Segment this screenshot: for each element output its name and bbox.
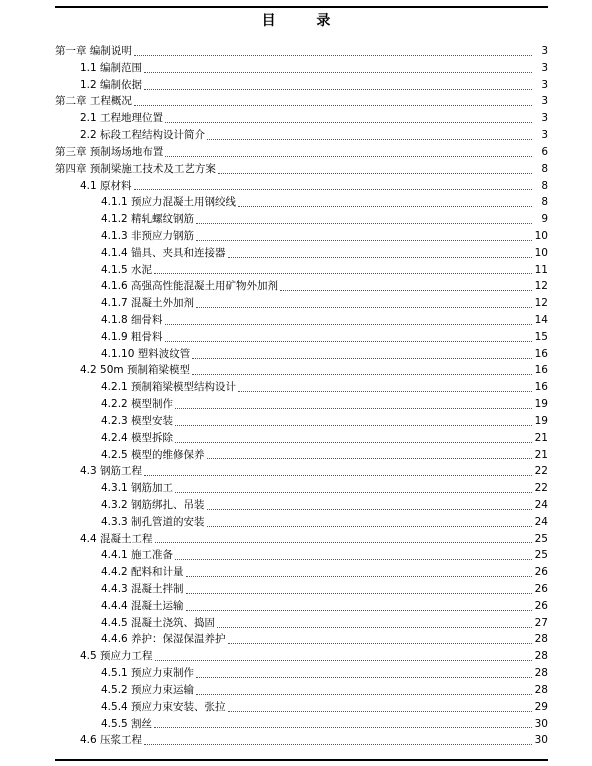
toc-entry-label: 4.5.2 预应力束运输 — [101, 683, 195, 696]
toc-entry-page: 3 — [541, 95, 548, 108]
toc-entry-page: 26 — [534, 583, 548, 595]
toc-entry[interactable] — [55, 732, 548, 749]
toc-entry-page: 28 — [534, 667, 548, 680]
toc-entry[interactable] — [55, 346, 548, 363]
toc-entry-label: 4.1.4 锚具、夹具和连接器 — [101, 246, 226, 259]
toc-entry-label: 4.4.1 施工准备 — [101, 549, 174, 562]
toc-entry-label: 4.1.9 粗骨料 — [101, 330, 163, 343]
toc-leader-dots — [207, 458, 532, 459]
toc-entry[interactable] — [55, 631, 548, 648]
toc-entry[interactable] — [55, 480, 548, 497]
toc-entry[interactable] — [55, 396, 548, 413]
toc-leader-dots — [144, 89, 532, 90]
toc-entry-page: 25 — [534, 532, 548, 545]
toc-entry[interactable] — [55, 144, 548, 161]
toc-entry-page: 3 — [541, 78, 548, 91]
toc-entry[interactable] — [55, 161, 548, 178]
toc-entry[interactable] — [55, 648, 548, 665]
toc-entry[interactable] — [55, 716, 548, 733]
toc-entry-label: 4.4.3 混凝土拌制 — [101, 583, 184, 595]
toc-entry-label: 2.1 工程地理位置 — [80, 112, 164, 125]
toc-entry-page: 22 — [534, 482, 548, 495]
toc-entry-label: 4.1.7 混凝土外加剂 — [101, 297, 195, 310]
toc-entry-page: 3 — [541, 61, 548, 74]
toc-entry-label: 4.2.5 模型的维修保养 — [101, 448, 205, 461]
toc-entry-label: 4.1 原材料 — [80, 179, 132, 192]
toc-entry[interactable] — [55, 228, 548, 245]
toc-entry-label: 4.4 混凝土工程 — [80, 532, 153, 545]
toc-entry[interactable] — [55, 413, 548, 430]
toc-leader-dots — [134, 105, 532, 106]
toc-entry-label: 1.1 编制范围 — [80, 61, 143, 74]
toc-leader-dots — [217, 627, 532, 628]
toc-leader-dots — [228, 257, 532, 258]
toc-entry[interactable] — [55, 615, 548, 632]
toc-entry-label: 4.1.1 预应力混凝土用钢绞线 — [101, 196, 237, 209]
toc-entry[interactable] — [55, 463, 548, 480]
toc-entry-page: 16 — [534, 381, 548, 394]
toc-leader-dots — [175, 442, 532, 443]
toc-entry-label: 第一章 编制说明 — [55, 45, 132, 57]
toc-entry-label: 4.2.1 预制箱梁模型结构设计 — [101, 381, 237, 394]
toc-entry[interactable] — [55, 430, 548, 447]
toc-entry-label: 4.5 预应力工程 — [80, 650, 153, 663]
toc-entry-page: 28 — [534, 633, 548, 646]
toc-entry-page: 16 — [534, 347, 548, 360]
toc-entry-page: 12 — [534, 280, 548, 293]
toc-entry-label: 4.3.2 钢筋绑扎、吊装 — [101, 498, 205, 511]
toc-entry[interactable] — [55, 665, 548, 682]
toc-leader-dots — [154, 727, 532, 728]
toc-entry-label: 4.3.3 制孔管道的安装 — [101, 515, 205, 528]
toc-leader-dots — [196, 677, 532, 678]
toc-entry-page: 15 — [534, 330, 548, 343]
toc-entry[interactable] — [55, 379, 548, 396]
toc-entry-label: 4.2.4 模型拆除 — [101, 431, 174, 444]
toc-entry-page: 14 — [534, 314, 548, 326]
toc-entry[interactable] — [55, 43, 548, 60]
toc-entry-label: 4.6 压浆工程 — [80, 734, 143, 747]
toc-entry-label: 4.2.3 模型安装 — [101, 414, 174, 427]
toc-entry-label: 4.5.1 预应力束制作 — [101, 667, 195, 680]
toc-entry[interactable] — [55, 194, 548, 211]
toc-entry-label: 第四章 预制梁施工技术及工艺方案 — [55, 162, 216, 175]
toc-entry-label: 4.2.2 模型制作 — [101, 398, 174, 411]
toc-leader-dots — [192, 358, 532, 359]
toc-entry[interactable] — [55, 547, 548, 564]
toc-leader-dots — [196, 694, 532, 695]
toc-entry-page: 30 — [534, 734, 548, 747]
page-title: 目 录 — [261, 13, 349, 29]
toc-entry[interactable] — [55, 211, 548, 228]
toc-entry-page: 26 — [534, 566, 548, 579]
toc-entry-page: 8 — [541, 162, 548, 175]
toc-entry-label: 4.5.5 割丝 — [101, 717, 153, 730]
toc-leader-dots — [175, 408, 532, 409]
toc-leader-dots — [238, 391, 532, 392]
toc-entry-label: 4.1.5 水泥 — [101, 263, 153, 276]
toc-entry[interactable] — [55, 110, 548, 127]
toc-leader-dots — [196, 223, 532, 224]
toc-entry[interactable] — [55, 127, 548, 144]
toc-entry-page: 11 — [534, 263, 548, 276]
toc-entry-page: 19 — [534, 398, 548, 411]
bottom-rule — [55, 759, 548, 761]
toc-entry-page: 10 — [534, 229, 548, 242]
toc-entry-label: 4.4.5 混凝土浇筑、捣固 — [101, 616, 216, 629]
toc-leader-dots — [196, 240, 532, 241]
toc-entry[interactable] — [55, 60, 548, 77]
toc-leader-dots — [196, 307, 532, 308]
toc-entry[interactable] — [55, 329, 548, 346]
toc-entry-page: 10 — [534, 246, 548, 259]
toc-entry[interactable] — [55, 682, 548, 699]
toc-entry[interactable] — [55, 312, 548, 329]
toc-entry-page: 12 — [534, 297, 548, 310]
toc-leader-dots — [228, 643, 532, 644]
toc-entry-page: 8 — [541, 196, 548, 209]
toc-entry-page: 26 — [534, 599, 548, 612]
toc-entry-page: 19 — [534, 414, 548, 427]
toc-leader-dots — [192, 374, 532, 375]
toc-entry-label: 4.3 钢筋工程 — [80, 465, 143, 478]
toc-leader-dots — [175, 425, 532, 426]
toc-entry[interactable] — [55, 362, 548, 379]
toc-leader-dots — [207, 526, 532, 527]
toc-entry-page: 27 — [534, 616, 548, 629]
toc-leader-dots — [207, 509, 532, 510]
toc-entry-label: 4.1.6 高强高性能混凝土用矿物外加剂 — [101, 280, 279, 293]
toc-entry-page: 3 — [541, 112, 548, 125]
toc-entry[interactable] — [55, 77, 548, 94]
toc-leader-dots — [144, 744, 532, 745]
toc-entry-label: 4.1.10 塑料波纹管 — [101, 347, 191, 360]
toc-entry-page: 28 — [534, 683, 548, 696]
toc-entry-page: 25 — [534, 549, 548, 562]
toc-leader-dots — [134, 189, 532, 190]
toc-leader-dots — [186, 576, 532, 577]
toc-entry-page: 24 — [534, 515, 548, 528]
toc-leader-dots — [155, 660, 532, 661]
toc-leader-dots — [186, 593, 532, 594]
toc-leader-dots — [218, 173, 532, 174]
toc-leader-dots — [175, 559, 532, 560]
toc-entry-page: 3 — [541, 129, 548, 142]
toc-entry-label: 4.1.2 精轧螺纹钢筋 — [101, 213, 195, 226]
toc-entry[interactable] — [55, 278, 548, 295]
toc-entry-page: 29 — [534, 700, 548, 713]
toc-leader-dots — [144, 72, 532, 73]
toc-entry-label: 第三章 预制场场地布置 — [55, 145, 164, 158]
toc-entry-page: 28 — [534, 650, 548, 663]
toc-entry[interactable] — [55, 699, 548, 716]
toc-entry[interactable] — [55, 598, 548, 615]
toc-leader-dots — [154, 273, 532, 274]
toc-entry[interactable] — [55, 564, 548, 581]
toc-entry[interactable] — [55, 93, 548, 110]
toc-entry[interactable] — [55, 178, 548, 195]
toc-leader-dots — [238, 206, 532, 207]
toc-entry[interactable] — [55, 295, 548, 312]
toc-leader-dots — [280, 290, 532, 291]
toc-entry-label: 1.2 编制依据 — [80, 78, 143, 91]
toc-entry-page: 8 — [541, 179, 548, 192]
table-of-contents — [55, 43, 548, 749]
toc-entry-page: 22 — [534, 465, 548, 478]
toc-entry[interactable] — [55, 581, 548, 598]
toc-entry-page: 9 — [541, 213, 548, 226]
toc-entry-label: 4.1.8 细骨料 — [101, 314, 163, 326]
toc-entry-label: 2.2 标段工程结构设计简介 — [80, 129, 206, 142]
toc-leader-dots — [186, 610, 532, 611]
toc-leader-dots — [165, 341, 532, 342]
toc-leader-dots — [134, 55, 532, 56]
toc-entry-page: 24 — [534, 498, 548, 511]
toc-entry-page: 21 — [534, 448, 548, 461]
top-rule — [55, 6, 548, 8]
toc-entry-page: 30 — [534, 717, 548, 730]
toc-entry-label: 4.3.1 钢筋加工 — [101, 482, 174, 495]
toc-entry[interactable] — [55, 262, 548, 279]
toc-entry-label: 第二章 工程概况 — [55, 95, 132, 108]
toc-entry-label: 4.4.6 养护：保湿保温养护 — [101, 633, 226, 646]
toc-entry[interactable] — [55, 447, 548, 464]
toc-entry[interactable] — [55, 531, 548, 548]
toc-leader-dots — [165, 156, 532, 157]
toc-leader-dots — [175, 492, 532, 493]
toc-entry-page: 6 — [541, 145, 548, 158]
toc-entry[interactable] — [55, 245, 548, 262]
toc-entry-label: 4.4.2 配料和计量 — [101, 566, 184, 579]
toc-leader-dots — [228, 711, 532, 712]
toc-leader-dots — [155, 542, 532, 543]
toc-entry-label: 4.4.4 混凝土运输 — [101, 599, 184, 612]
toc-entry[interactable] — [55, 514, 548, 531]
toc-entry-label: 4.2 50m 预制箱梁模型 — [80, 364, 190, 377]
toc-entry-label: 4.5.4 预应力束安装、张拉 — [101, 700, 226, 713]
toc-leader-dots — [144, 475, 532, 476]
toc-entry[interactable] — [55, 497, 548, 514]
toc-entry-label: 4.1.3 非预应力钢筋 — [101, 229, 195, 242]
toc-entry-page: 16 — [534, 364, 548, 377]
toc-leader-dots — [165, 122, 532, 123]
toc-entry-page: 3 — [541, 45, 548, 57]
toc-entry-page: 21 — [534, 431, 548, 444]
toc-leader-dots — [165, 324, 532, 325]
toc-leader-dots — [207, 139, 532, 140]
